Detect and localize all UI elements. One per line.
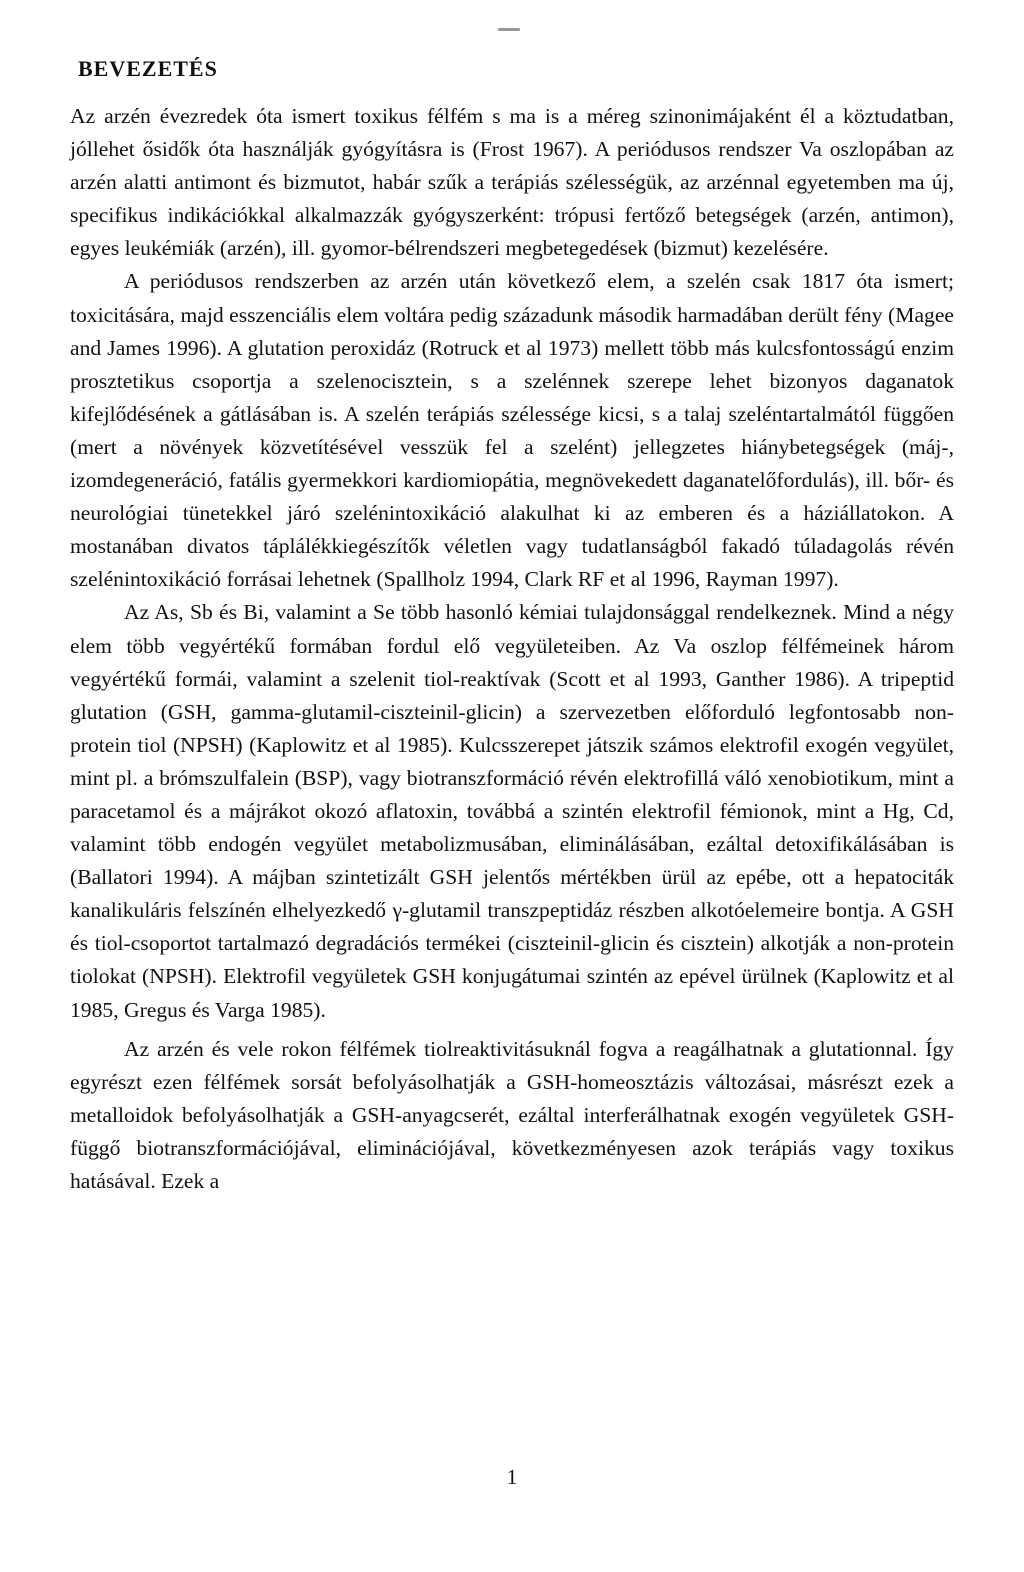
- body-text: [70, 100, 954, 1198]
- page-number: 1: [506, 1465, 518, 1489]
- paragraph-4: Az arzén és vele rokon félfémek tiolreaktivitásuknál fogva a reagálhatnak a glutationnal. Így egyrészt ezen félfémek sorsát befolyásolhatják a GSH-homeosztázis változásai, másrészt ezek a metalloidok befolyásolhatják a GSH-anyagcserét, ezáltal interferálhatnak exogén vegyületek GSH-függő biotranszformációjával, eliminációjával, következményesen azok terápiás vagy toxikus hatásával. Ezek a: [70, 1036, 954, 1193]
- scan-artifact: [498, 28, 520, 31]
- paragraph-3: Az As, Sb és Bi, valamint a Se több hasonló kémiai tulajdonsággal rendelkeznek. Mind a négy elem több vegyértékű formában fordul elő vegyületeiben. Az Va oszlop félfémeinek három vegyértékű formái, valamint a szelenit tiol-reaktívak (Scott et al 1993, Ganther 1986). A tripeptid glutation (GSH, gamma-glutamil-ciszteinil-glicin) a szervezetben előforduló legfontosabb non-protein tiol (NPSH) (Kaplowitz et al 1985). Kulcsszerepet játszik számos elektrofil exogén vegyület, mint pl. a brómszulfalein (BSP), vagy biotranszformáció révén elektrofillá váló xenobiotikum, mint a paracetamol és a májrákot okozó aflatoxin, továbbá a szintén elektrofil fémionok, mint a Hg, Cd, valamint több endogén vegyület metabolizmusában, eliminálásában, ezáltal detoxifikálásában is (Ballatori 1994). A májban szintetizált GSH jelentős mértékben ürül az epébe, ott a hepatociták kanalikuláris felszínén elhelyezkedő γ-glutamil transzpeptidáz részben alkotóelemeire bontja. A GSH és tiol-csoportot tartalmazó degradációs termékei (ciszteinil-glicin és cisztein) alkotják a non-protein tiolokat (NPSH). Elektrofil vegyületek GSH konjugátumai szintén az epével ürülnek (Kaplowitz et al 1985, Gregus és Varga 1985).: [70, 600, 954, 1022]
- paragraph-2: A periódusos rendszerben az arzén után következő elem, a szelén csak 1817 óta ismert; toxicitására, majd esszenciális elem voltára pedig századunk második harmadában derült fény (Magee and James 1996). A glutation peroxidáz (Rotruck et al 1973) mellett több más kulcsfontosságú enzim prosztetikus csoportja a szelenocisztein, s a szelénnek szerepe lehet bizonyos daganatok kifejlődésének a gátlásában is. A szelén terápiás szélessége kicsi, s a talaj szeléntartalmától függően (mert a növények közvetítésével vesszük fel a szelént) jellegzetes hiánybetegségek (máj-, izomdegeneráció, fatális gyermekkori kardiomiopátia, megnövekedett daganatelőfordulás), ill. bőr- és neurológiai tünetekkel járó szelénintoxikáció alakulhat ki az emberen és a háziállatokon. A mostanában divatos táplálékkiegészítők véletlen vagy tudatlanságból fakadó túladagolás révén szelénintoxikáció forrásai lehetnek (Spallholz 1994, Clark RF et al 1996, Rayman 1997).: [70, 269, 954, 592]
- section-heading: BEVEZETÉS: [78, 56, 218, 81]
- paragraph-1: Az arzén évezredek óta ismert toxikus félfém s ma is a méreg szinonimájaként él a köztudatban, jóllehet ősidők óta használják gyógyításra is (Frost 1967). A periódusos rendszer Va oszlopában az arzén alatti antimont és bizmutot, habár szűk a terápiás szélességük, az arzénnal egyetemben ma új, specifikus indikációkkal alkalmazzák gyógyszerként: trópusi fertőző betegségek (arzén, antimon), egyes leukémiák (arzén), ill. gyomor-bélrendszeri megbetegedések (bizmut) kezelésére.: [70, 104, 954, 261]
